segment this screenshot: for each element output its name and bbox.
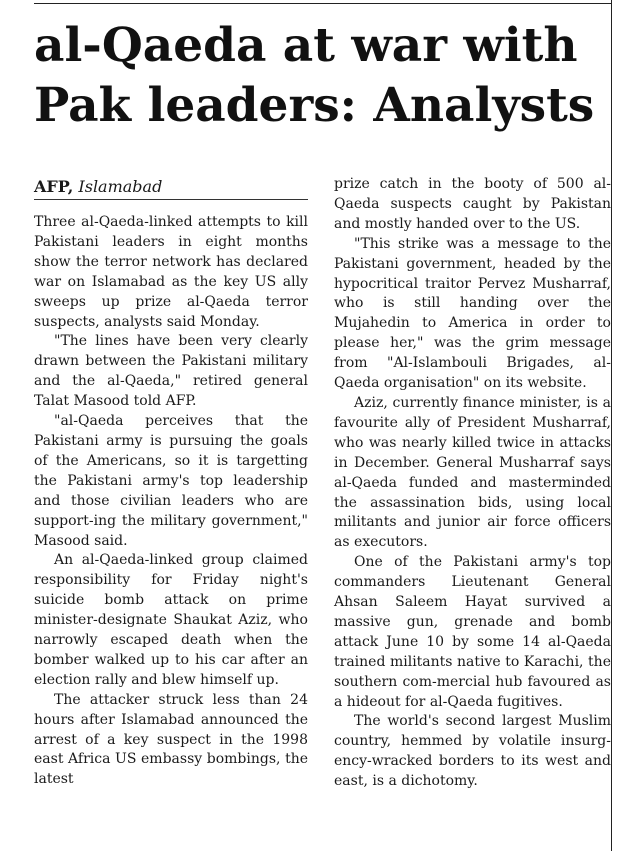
paragraph: "This strike was a message to the Pakistani government, headed by the hypocritical traitor Pervez Musharraf, who is still handing over the Mujahedin to America in order to please her," was the grim message from "Al-Islambouli Brigades, al-Qaeda organisation" on its website.	[334, 235, 611, 392]
paragraph: The attacker struck less than 24 hours after Islamabad announced the arrest of a key suspect in the 1998 east Africa US embassy bombings, the latest	[34, 691, 308, 788]
byline-agency: AFP,	[34, 177, 74, 196]
paragraph: "The lines have been very clearly drawn between the Pakistani military and the al-Qaeda," retired general Talat Masood told AFP.	[34, 333, 308, 410]
paragraph: Aziz, currently finance minister, is a favourite ally of President Musharraf, who was nearly killed twice in attacks in December. General Musharraf says al-Qaeda funded and masterminded the assassination bids, using local militants and junior air force officers as executors.	[334, 394, 611, 551]
article-column-2	[334, 175, 611, 792]
paragraph: One of the Pakistani army's top commanders Lieutenant General Ahsan Saleem Hayat survived a massive gun, grenade and bomb attack June 10 by some 14 al-Qaeda trained militants native to Karachi, the southern com-mercial hub favoured as a hideout for al-Qaeda fugitives.	[334, 554, 611, 710]
paragraph: Three al-Qaeda-linked attempts to kill Pakistani leaders in eight months show the terror network has declared war on Islamabad as the key US ally sweeps up prize al-Qaeda terror suspects, analysts said Monday.	[34, 214, 308, 330]
paragraph: The world's second largest Muslim country, hemmed by volatile insurg-ency-wracked borders to its west and east, is a dichotomy.	[334, 713, 611, 790]
paragraph: prize catch in the booty of 500 al-Qaeda suspects caught by Pakistan and mostly handed over to the US.	[334, 176, 611, 232]
byline-place: Islamabad	[78, 177, 163, 196]
top-rule	[34, 3, 612, 4]
paragraph: An al-Qaeda-linked group claimed responsibility for Friday night's suicide bomb attack on prime minister-designate Shaukat Aziz, who narrowly escaped death when the bomber walked up to his car after an election rally and blew himself up.	[34, 552, 308, 688]
byline	[34, 177, 308, 200]
paragraph: "al-Qaeda perceives that the Pakistani army is pursuing the goals of the Americans, so it is targetting the Pakistani army's top leadership and those civilian leaders who are support-ing the military government," Masood said.	[34, 413, 308, 549]
headline: al-Qaeda at war with Pak leaders: Analysts	[34, 18, 595, 133]
article-column-1	[34, 213, 308, 790]
